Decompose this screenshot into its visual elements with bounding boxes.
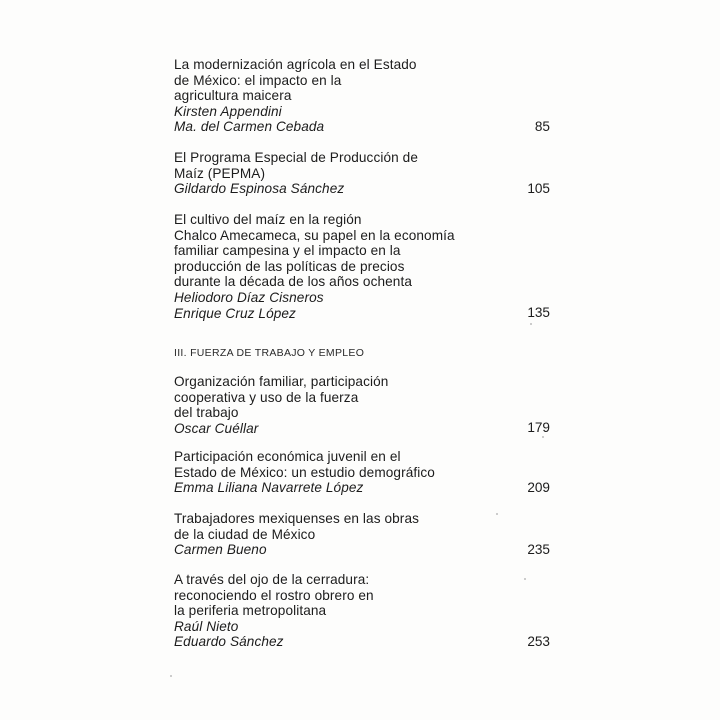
entry-title-line: de México: el impacto en la <box>174 72 342 88</box>
entry-author: Raúl Nieto <box>174 618 239 634</box>
entry-author: Enrique Cruz López <box>174 305 296 321</box>
toc-entry <box>174 150 550 197</box>
entry-title-line: de la ciudad de México <box>174 526 316 542</box>
entry-page-number: 235 <box>527 542 550 558</box>
scan-speck <box>170 675 172 677</box>
entry-title-line: del trabajo <box>174 405 239 421</box>
toc-entry <box>174 511 550 558</box>
entry-title-line: la periferia metropolitana <box>174 603 327 619</box>
entry-author: Eduardo Sánchez <box>174 634 284 650</box>
entry-title-line: Organización familiar, participación <box>174 374 389 389</box>
scan-speck <box>530 323 532 325</box>
entry-title-line: reconociendo el rostro obrero en <box>174 587 374 603</box>
entry-author: Gildardo Espinosa Sánchez <box>174 181 345 197</box>
entry-title-line: Participación económica juvenil en el <box>174 449 401 464</box>
entry-author: Emma Liliana Navarrete López <box>174 480 364 496</box>
toc-entry <box>174 212 550 321</box>
entry-title-line: Chalco Amecameca, su papel en la economía <box>174 227 455 243</box>
entry-title-line: agricultura maicera <box>174 88 292 104</box>
entry-title-line: A través del ojo de la cerradura: <box>174 572 370 587</box>
entry-author: Ma. del Carmen Cebada <box>174 119 325 135</box>
toc-entry <box>174 449 550 496</box>
entry-title-line: Maíz (PEPMA) <box>174 165 266 181</box>
entry-title-line: producción de las políticas de precios <box>174 258 405 274</box>
entry-page-number: 209 <box>527 480 550 496</box>
entry-author: Heliodoro Díaz Cisneros <box>174 289 324 305</box>
entry-author: Carmen Bueno <box>174 542 267 558</box>
entry-title-line: El Programa Especial de Producción de <box>174 150 418 165</box>
entry-title-line: durante la década de los años ochenta <box>174 274 412 290</box>
entry-title-line: cooperativa y uso de la fuerza <box>174 389 359 405</box>
entry-page-number: 253 <box>527 634 550 650</box>
toc-entry <box>174 572 550 650</box>
scan-speck <box>496 513 498 515</box>
entry-title-line: Trabajadores mexiquenses en las obras <box>174 511 419 526</box>
toc-entry <box>174 57 550 135</box>
entry-title-line: El cultivo del maíz en la región <box>174 212 362 227</box>
scan-speck <box>524 578 526 580</box>
entry-page-number: 105 <box>527 181 550 197</box>
entry-page-number: 85 <box>534 119 550 135</box>
section-heading: III. FUERZA DE TRABAJO Y EMPLEO <box>174 347 365 359</box>
toc-entry <box>174 374 550 436</box>
scan-speck <box>542 436 544 438</box>
entry-page-number: 135 <box>527 305 550 321</box>
entry-title-line: La modernización agrícola en el Estado <box>174 57 417 72</box>
entry-author: Oscar Cuéllar <box>174 420 259 436</box>
entry-page-number: 179 <box>527 420 550 436</box>
entry-author: Kirsten Appendini <box>174 103 282 119</box>
entry-title-line: Estado de México: un estudio demográfico <box>174 464 435 480</box>
entry-title-line: familiar campesina y el impacto en la <box>174 243 401 259</box>
